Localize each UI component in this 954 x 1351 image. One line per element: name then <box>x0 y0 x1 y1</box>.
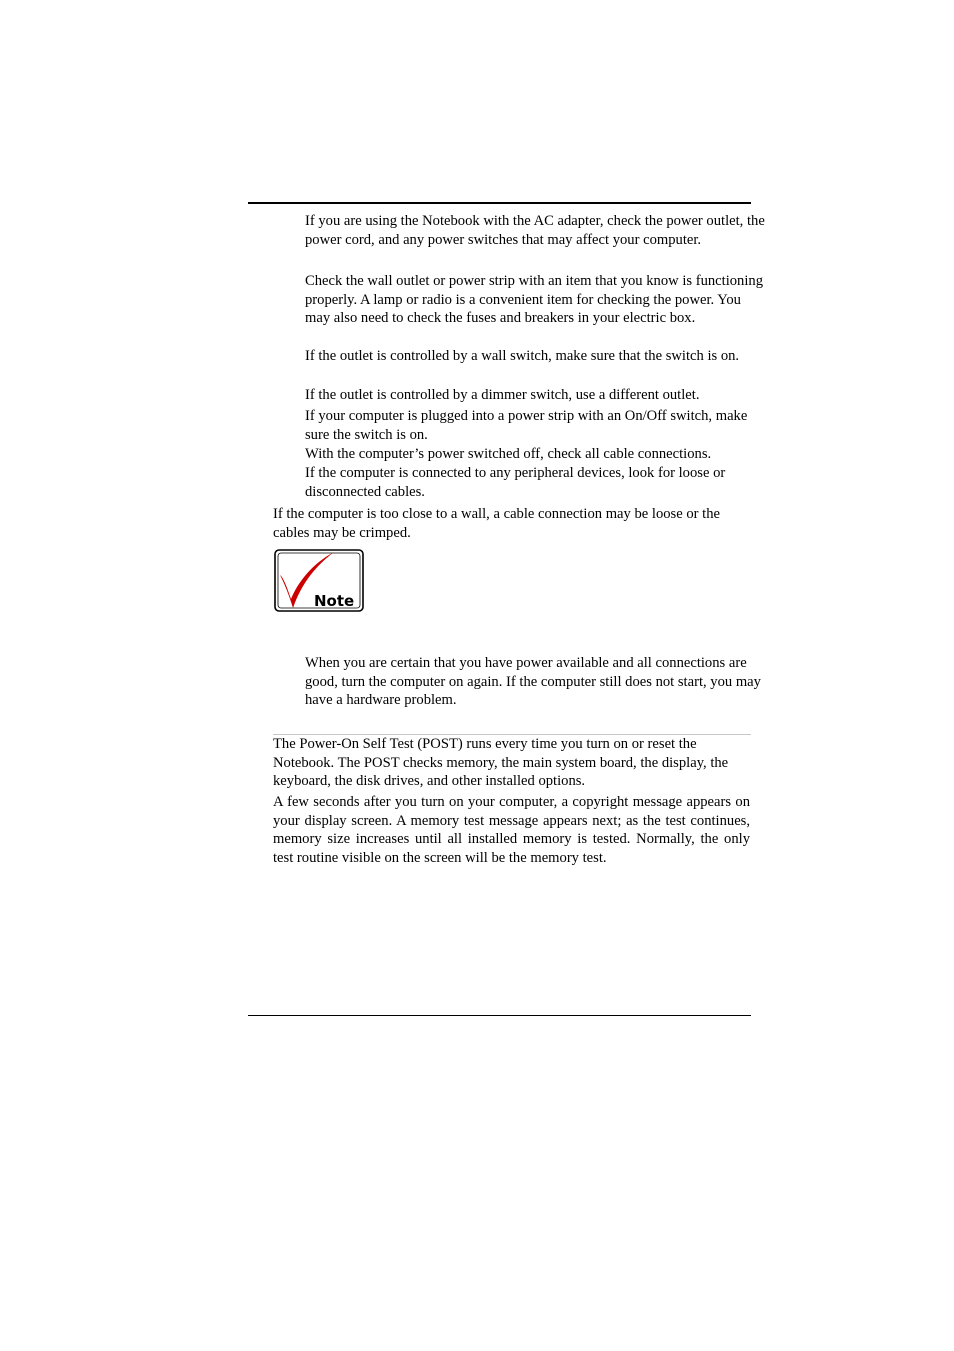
checklist-item-dimmer-switch: If the outlet is controlled by a dimmer switch, use a different outlet. <box>305 387 700 403</box>
note-icon <box>274 549 364 612</box>
checklist-item-power-strip: If your computer is plugged into a power strip with an On/Off switch, make sure the switch is on. <box>305 408 748 443</box>
checklist-item-wall-outlet: Check the wall outlet or power strip with an item that you know is functioning properly. A lamp or radio is a convenient item for checking the power. You may also need to check the fuses and breakers in your electric box. <box>305 273 764 326</box>
post-memory-test-paragraph: A few seconds after you turn on your computer, a copyright message appears on your display screen. A memory test message appears next; as the test continues, memory size increases until all installed memory is tested. Normally, the only test routine visible on the screen will be the memory test. <box>273 794 750 866</box>
checklist-item-wall-switch: If the outlet is controlled by a wall switch, make sure that the switch is on. <box>305 348 740 364</box>
checklist-item-ac-adapter: If you are using the Notebook with the AC adapter, check the power outlet, the power cord, and any power switches that may affect your computer. <box>305 213 765 248</box>
checklist-item-cable-connections: With the computer’s power switched off, check all cable connections. <box>305 446 712 462</box>
note-icon-label: Note <box>314 592 355 610</box>
footer-rule <box>248 1015 751 1016</box>
hardware-problem-note: When you are certain that you have power available and all connections are good, turn the computer on again. If the computer still does not start, you may have a hardware problem. <box>305 655 761 708</box>
wall-cable-note: If the computer is too close to a wall, a cable connection may be loose or the cables may be crimped. <box>273 506 720 541</box>
checklist-item-peripheral-devices: If the computer is connected to any peripheral devices, look for loose or disconnected cables. <box>305 465 726 500</box>
post-intro-paragraph: The Power-On Self Test (POST) runs every time you turn on or reset the Notebook. The POST checks memory, the main system board, the display, the keyboard, the disk drives, and other installed options. <box>273 736 729 789</box>
header-rule <box>248 202 751 204</box>
